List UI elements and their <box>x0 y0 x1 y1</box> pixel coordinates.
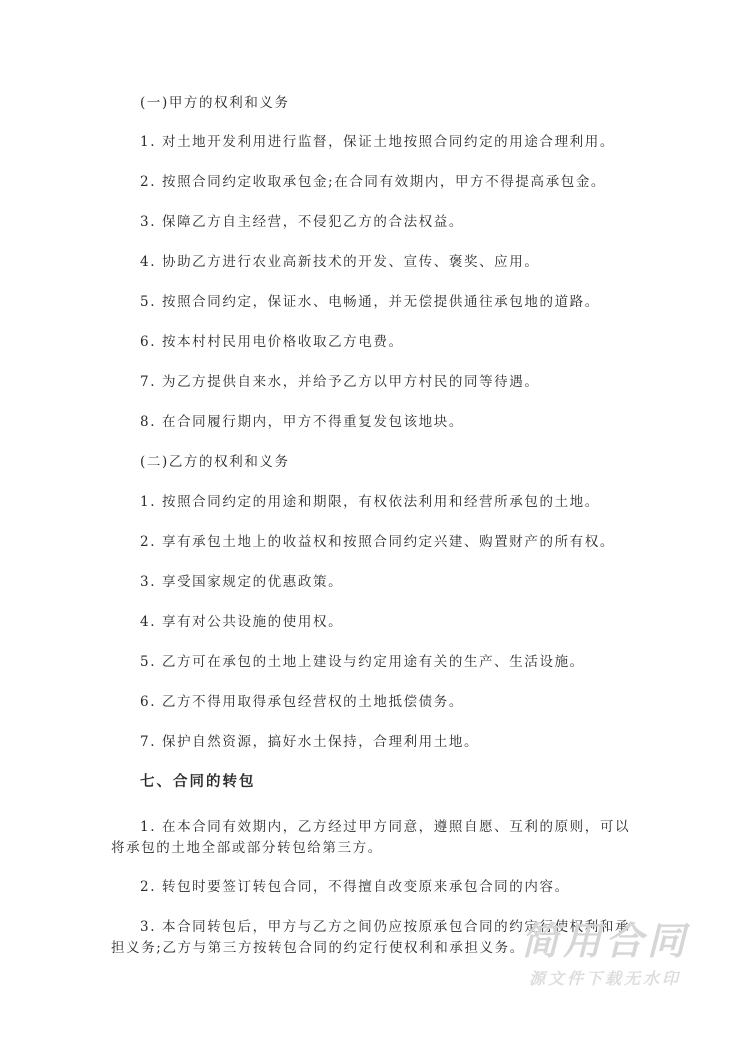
watermark-subtitle: 源文件下载无水印 <box>528 969 681 988</box>
section-a-item-2: 2. 按照合同约定收取承包金;在合同有效期内，甲方不得提高承包金。 <box>140 174 607 190</box>
watermark-title: 简用合同 <box>520 919 689 963</box>
section-a-item-7: 7. 为乙方提供自来水，并给予乙方以甲方村民的同等待遇。 <box>140 374 540 390</box>
section-b-item-3: 3. 享受国家规定的优惠政策。 <box>140 574 344 590</box>
section-a-item-4: 4. 协助乙方进行农业高新技术的开发、宣传、褒奖、应用。 <box>140 254 540 270</box>
section-b-heading: (二)乙方的权利和义务 <box>140 454 290 470</box>
section-a-item-8: 8. 在合同履行期内，甲方不得重复发包该地块。 <box>140 414 464 430</box>
section-b-item-5: 5. 乙方可在承包的土地上建设与约定用途有关的生产、生活设施。 <box>140 654 585 670</box>
section-a-item-3: 3. 保障乙方自主经营，不侵犯乙方的合法权益。 <box>140 214 464 230</box>
section-seven-paragraph-3: 3. 本合同转包后，甲方与乙方之间仍应按原承包合同的约定行使权利和承担义务;乙方与第三方按转包合同的约定行使权利和承担义务。 <box>111 919 631 956</box>
section-seven-paragraph-2: 2. 转包时要签订转包合同，不得擅自改变原来承包合同的内容。 <box>140 879 570 895</box>
section-a-item-1: 1. 对土地开发利用进行监督，保证土地按照合同约定的用途合理利用。 <box>140 134 615 150</box>
section-seven-paragraph-1: 1. 在本合同有效期内，乙方经过甲方同意，遵照自愿、互利的原则，可以将承包的土地全部或部分转包给第三方。 <box>111 819 631 856</box>
section-a-item-5: 5. 按照合同约定，保证水、电畅通，并无偿提供通往承包地的道路。 <box>140 294 600 310</box>
section-b-item-1: 1. 按照合同约定的用途和期限，有权依法利用和经营所承包的土地。 <box>140 494 600 510</box>
section-b-item-2: 2. 享有承包土地上的收益权和按照合同约定兴建、购置财产的所有权。 <box>140 534 615 550</box>
section-a-item-6: 6. 按本村村民用电价格收取乙方电费。 <box>140 334 404 350</box>
section-b-item-4: 4. 享有对公共设施的使用权。 <box>140 614 344 630</box>
section-b-item-6: 6. 乙方不得用取得承包经营权的土地抵偿债务。 <box>140 694 464 710</box>
section-a-heading: (一)甲方的权利和义务 <box>140 95 290 111</box>
section-seven-heading: 七、合同的转包 <box>140 774 256 790</box>
section-b-item-7: 7. 保护自然资源，搞好水土保持，合理利用土地。 <box>140 734 480 750</box>
